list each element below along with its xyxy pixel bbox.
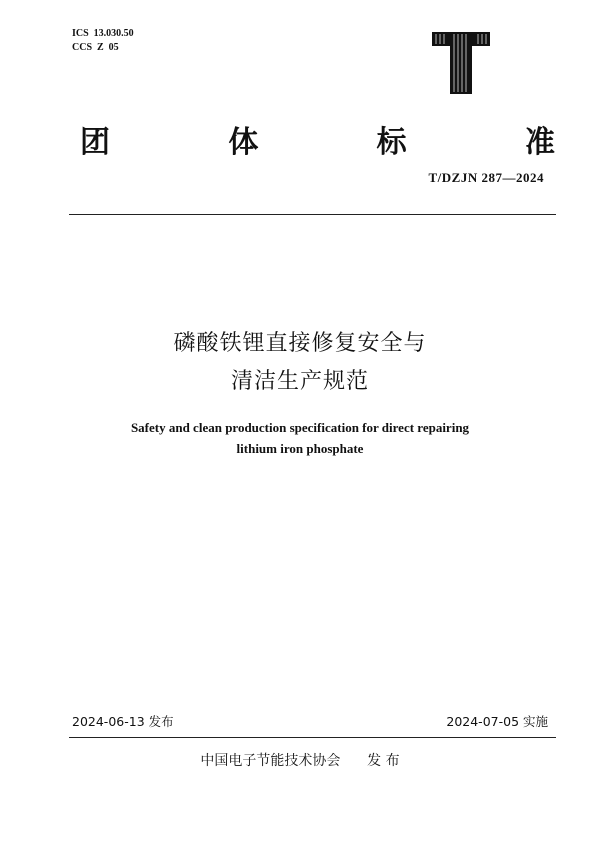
standard-type-char: 团 bbox=[80, 125, 110, 160]
standard-type-heading bbox=[80, 117, 555, 161]
chinese-title-line-1: 磷酸铁锂直接修复安全与 bbox=[173, 331, 427, 356]
standard-number: T/DZJN 287—2024 bbox=[428, 170, 544, 185]
english-title-line-1: Safety and clean production specification for direct repairing bbox=[130, 420, 470, 435]
top-divider bbox=[69, 214, 556, 215]
group-standard-t-logo bbox=[432, 32, 490, 94]
publisher-line bbox=[0, 750, 600, 770]
publisher-name: 中国电子节能技术协会 bbox=[200, 753, 341, 769]
chinese-title-line-2: 清洁生产规范 bbox=[230, 369, 369, 394]
english-title-line-2: lithium iron phosphate bbox=[236, 441, 364, 456]
publisher-action: 发 布 bbox=[367, 753, 400, 769]
standard-type-char: 准 bbox=[524, 125, 555, 160]
issue-date: 2024-06-13 发布 bbox=[72, 714, 174, 729]
standard-type-char: 标 bbox=[376, 125, 407, 160]
ccs-code: CCS Z 05 bbox=[72, 42, 119, 53]
bottom-divider bbox=[69, 737, 556, 738]
implementation-date: 2024-07-05 实施 bbox=[446, 714, 548, 729]
standard-type-char: 体 bbox=[228, 125, 259, 160]
classification-codes bbox=[72, 27, 134, 55]
ics-code: ICS 13.030.50 bbox=[72, 28, 134, 39]
